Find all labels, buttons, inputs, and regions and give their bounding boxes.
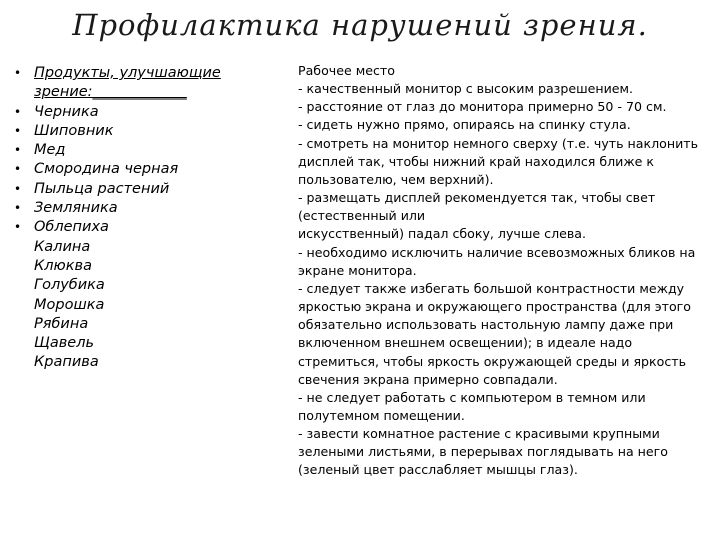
food-item-extra: Рябина [34, 315, 89, 332]
workplace-line: яркостью экрана и окружающего пространства (для этого [298, 299, 691, 315]
food-item-extra: Щавель [34, 335, 95, 352]
workplace-line: стремиться, чтобы яркость окружающей среды и яркость [298, 353, 687, 369]
food-item-extra: Калина [34, 238, 91, 255]
workplace-line: - смотреть на монитор немного сверху (т.е. чуть наклонить [298, 135, 699, 151]
workplace-line: - необходимо исключить наличие всевозможных бликов на [298, 244, 696, 260]
food-item: • Облепиха [14, 218, 259, 237]
foods-heading-line1: Продукты, улучшающие [34, 65, 221, 81]
workplace-line: искусственный) падал сбоку, лучше слева. [298, 226, 587, 242]
workplace-line: - размещать дисплей рекомендуется так, чтобы свет [298, 190, 656, 206]
food-item: • Смородина черная [14, 160, 259, 179]
workplace-line: (естественный или [298, 208, 426, 224]
food-item: • Пыльца растений [14, 180, 259, 199]
food-item-extra: Крапива [34, 354, 99, 371]
workplace-line: экране монитора. [298, 262, 417, 278]
foods-heading [14, 64, 259, 103]
workplace-line: включенном внешнем освещении); в идеале надо [298, 335, 633, 351]
workplace-line: обязательно использовать настольную лампу даже при [298, 317, 674, 333]
workplace-line: - завести комнатное растение с красивыми крупными [298, 426, 660, 442]
food-item-extra: Морошка [34, 296, 105, 313]
workplace-line: - расстояние от глаз до монитора примерно 50 - 70 см. [298, 99, 667, 115]
workplace-line: - не следует работать с компьютером в темном или [298, 389, 646, 405]
food-item-extra: Голубика [34, 277, 105, 294]
workplace-line: - сидеть нужно прямо, опираясь на спинку стула. [298, 117, 631, 133]
workplace-line: зелеными листьями, в перерывах поглядывать на него [298, 444, 668, 460]
page-title: Профилактика нарушений зрения. [72, 8, 648, 42]
foods-list-panel [14, 64, 259, 373]
workplace-heading: Рабочее место [298, 63, 395, 78]
foods-heading-line2: зрение:_____________ [34, 84, 187, 101]
workplace-line: - качественный монитор с высоким разрешением. [298, 81, 634, 97]
workplace-panel [298, 62, 710, 480]
food-item: • Земляника [14, 199, 259, 218]
workplace-line: - следует также избегать большой контрастности между [298, 280, 685, 296]
workplace-line: (зеленый цвет расслабляет мышцы глаз). [298, 462, 578, 478]
food-item: • Мед [14, 141, 259, 160]
workplace-line: дисплей так, чтобы нижний край находился ближе к [298, 153, 655, 169]
food-item: • Черника [14, 103, 259, 122]
food-item: • Шиповник [14, 122, 259, 141]
workplace-line: свечения экрана примерно совпадали. [298, 371, 558, 387]
workplace-line: полутемном помещении. [298, 407, 465, 423]
foods-list [14, 64, 259, 373]
food-item-extra: Клюква [34, 257, 92, 274]
workplace-line: пользователю, чем верхний). [298, 171, 494, 187]
